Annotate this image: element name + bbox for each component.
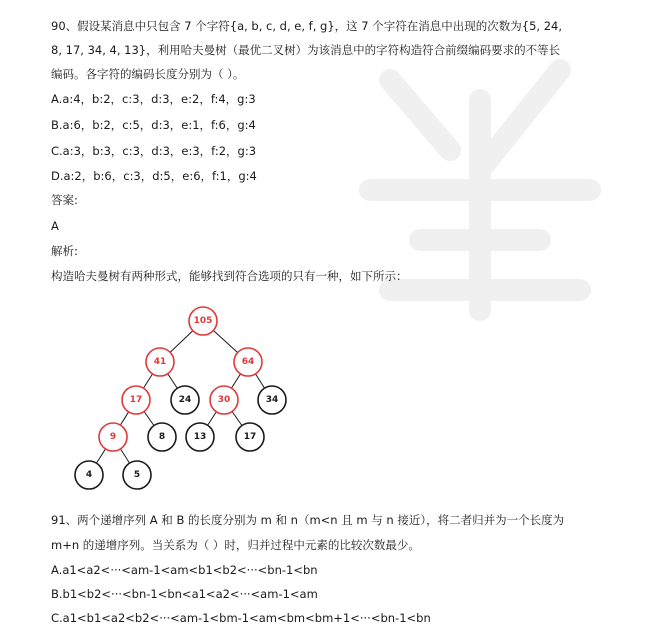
huffman-tree xyxy=(70,300,300,500)
svg-text:105: 105 xyxy=(193,316,213,326)
svg-text:5: 5 xyxy=(133,470,141,480)
svg-text:41: 41 xyxy=(153,357,167,367)
svg-text:34: 34 xyxy=(265,395,279,405)
q90-stem-line-3: 编码。各字符的编码长度分别为（ ）。 xyxy=(51,67,245,81)
tree-node xyxy=(146,348,174,376)
q91-option-a: A.a1<a2<···<am-1<am<b1<b2<···<bn-1<bn xyxy=(51,563,318,577)
answer-label: 答案: xyxy=(51,193,78,207)
tree-node xyxy=(186,423,214,451)
tree-node xyxy=(210,386,238,414)
analysis-label: 解析: xyxy=(51,244,78,258)
svg-text:30: 30 xyxy=(217,395,231,405)
svg-text:64: 64 xyxy=(241,357,255,367)
q91-option-b: B.b1<b2<···<bn-1<bn<a1<a2<···<am-1<am xyxy=(51,587,318,601)
q90-option-b: B.a:6，b:2，c:5，d:3，e:1，f:6，g:4 xyxy=(51,118,256,132)
tree-node xyxy=(236,423,264,451)
answer-value: A xyxy=(51,219,59,233)
tree-node xyxy=(234,348,262,376)
q90-option-d: D.a:2，b:6，c:3，d:5，e:6，f:1，g:4 xyxy=(51,169,257,183)
watermark xyxy=(330,40,630,340)
svg-text:4: 4 xyxy=(85,470,93,480)
analysis-text: 构造哈夫曼树有两种形式，能够找到符合选项的只有一种，如下所示： xyxy=(51,269,408,283)
tree-node xyxy=(99,423,127,451)
q90-stem-line-1: 90、假设某消息中只包含 7 个字符{a, b, c, d, e, f, g}，这 7 个字符在消息中出现的次数为{5, 24, xyxy=(51,19,563,33)
tree-node xyxy=(189,307,217,335)
q91-stem-line-2: m+n 的递增序列。当关系为（ ）时，归并过程中元素的比较次数最少。 xyxy=(51,538,420,552)
svg-text:17: 17 xyxy=(129,395,143,405)
tree-node xyxy=(123,461,151,489)
svg-text:8: 8 xyxy=(158,432,166,442)
q90-option-a: A.a:4，b:2，c:3，d:3，e:2，f:4，g:3 xyxy=(51,92,256,106)
svg-text:13: 13 xyxy=(193,432,207,442)
q91-option-c: C.a1<b1<a2<b2<···<am-1<bm-1<am<bm<bm+1<···<bn-1<bn xyxy=(51,611,431,625)
q90-option-c: C.a:3，b:3，c:3，d:3，e:3，f:2，g:3 xyxy=(51,144,257,158)
q91-stem-line-1: 91、两个递增序列 A 和 B 的长度分别为 m 和 n（m<n 且 m 与 n 接近），将二者归并为一个长度为 xyxy=(51,513,565,527)
svg-text:9: 9 xyxy=(109,432,117,442)
q90-stem-line-2: 8, 17, 34, 4, 13}，利用哈夫曼树（最优二叉树）为该消息中的字符构造符合前缀编码要求的不等长 xyxy=(51,43,561,57)
tree-node xyxy=(148,423,176,451)
tree-node xyxy=(122,386,150,414)
svg-text:24: 24 xyxy=(178,395,192,405)
svg-text:17: 17 xyxy=(243,432,257,442)
tree-node xyxy=(171,386,199,414)
tree-node xyxy=(258,386,286,414)
tree-node xyxy=(75,461,103,489)
